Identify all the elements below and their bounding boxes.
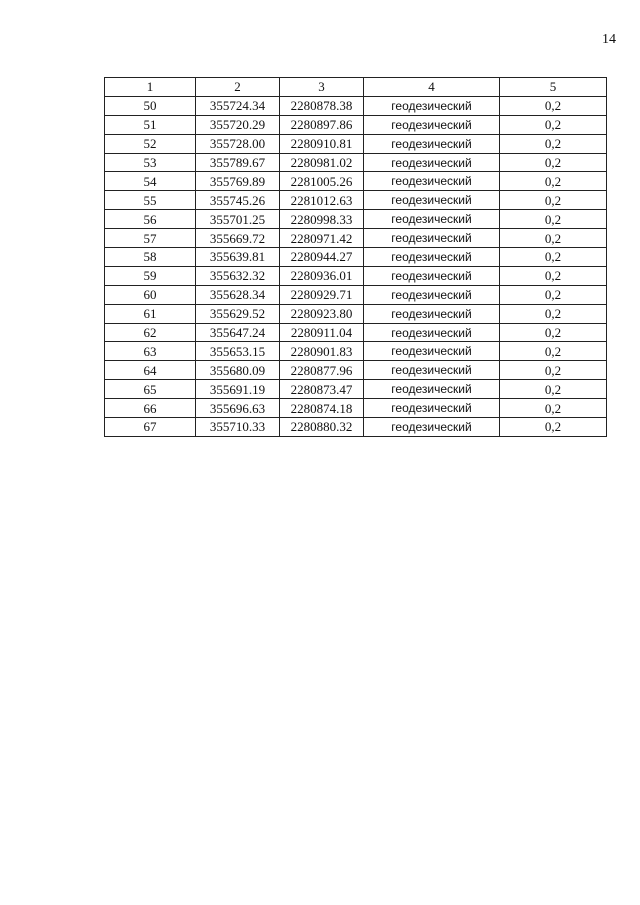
table-header-row — [105, 78, 607, 97]
point-number-cell: 50 — [105, 96, 196, 115]
point-number-cell: 51 — [105, 115, 196, 134]
y-coordinate-cell: 2281012.63 — [280, 191, 364, 210]
accuracy-cell: 0,2 — [500, 266, 607, 285]
header-cell-4: 4 — [364, 78, 500, 97]
x-coordinate-cell: 355728.00 — [196, 134, 280, 153]
x-coordinate-cell: 355789.67 — [196, 153, 280, 172]
x-coordinate-cell: 355669.72 — [196, 229, 280, 248]
table-row — [105, 229, 607, 248]
table-row — [105, 418, 607, 437]
y-coordinate-cell: 2280971.42 — [280, 229, 364, 248]
accuracy-cell: 0,2 — [500, 380, 607, 399]
accuracy-cell: 0,2 — [500, 115, 607, 134]
point-number-cell: 61 — [105, 304, 196, 323]
x-coordinate-cell: 355724.34 — [196, 96, 280, 115]
point-number-cell: 55 — [105, 191, 196, 210]
method-cell: геодезический — [364, 96, 500, 115]
x-coordinate-cell: 355769.89 — [196, 172, 280, 191]
point-number-cell: 57 — [105, 229, 196, 248]
header-cell-2: 2 — [196, 78, 280, 97]
method-cell: геодезический — [364, 115, 500, 134]
point-number-cell: 63 — [105, 342, 196, 361]
point-number-cell: 58 — [105, 248, 196, 267]
method-cell: геодезический — [364, 153, 500, 172]
x-coordinate-cell: 355653.15 — [196, 342, 280, 361]
y-coordinate-cell: 2280880.32 — [280, 418, 364, 437]
y-coordinate-cell: 2280897.86 — [280, 115, 364, 134]
accuracy-cell: 0,2 — [500, 285, 607, 304]
x-coordinate-cell: 355710.33 — [196, 418, 280, 437]
y-coordinate-cell: 2280929.71 — [280, 285, 364, 304]
table-row — [105, 361, 607, 380]
x-coordinate-cell: 355639.81 — [196, 248, 280, 267]
method-cell: геодезический — [364, 285, 500, 304]
table-row — [105, 248, 607, 267]
point-number-cell: 59 — [105, 266, 196, 285]
method-cell: геодезический — [364, 418, 500, 437]
x-coordinate-cell: 355720.29 — [196, 115, 280, 134]
y-coordinate-cell: 2280923.80 — [280, 304, 364, 323]
header-cell-3: 3 — [280, 78, 364, 97]
point-number-cell: 64 — [105, 361, 196, 380]
x-coordinate-cell: 355680.09 — [196, 361, 280, 380]
accuracy-cell: 0,2 — [500, 191, 607, 210]
method-cell: геодезический — [364, 172, 500, 191]
x-coordinate-cell: 355628.34 — [196, 285, 280, 304]
point-number-cell: 56 — [105, 210, 196, 229]
x-coordinate-cell: 355632.32 — [196, 266, 280, 285]
table-row — [105, 172, 607, 191]
table-row — [105, 210, 607, 229]
accuracy-cell: 0,2 — [500, 153, 607, 172]
method-cell: геодезический — [364, 342, 500, 361]
point-number-cell: 67 — [105, 418, 196, 437]
method-cell: геодезический — [364, 399, 500, 418]
y-coordinate-cell: 2280910.81 — [280, 134, 364, 153]
y-coordinate-cell: 2280936.01 — [280, 266, 364, 285]
accuracy-cell: 0,2 — [500, 248, 607, 267]
x-coordinate-cell: 355647.24 — [196, 323, 280, 342]
method-cell: геодезический — [364, 191, 500, 210]
accuracy-cell: 0,2 — [500, 172, 607, 191]
accuracy-cell: 0,2 — [500, 210, 607, 229]
y-coordinate-cell: 2280911.04 — [280, 323, 364, 342]
table-row — [105, 96, 607, 115]
y-coordinate-cell: 2280981.02 — [280, 153, 364, 172]
method-cell: геодезический — [364, 134, 500, 153]
x-coordinate-cell: 355701.25 — [196, 210, 280, 229]
y-coordinate-cell: 2280944.27 — [280, 248, 364, 267]
table-row — [105, 134, 607, 153]
point-number-cell: 53 — [105, 153, 196, 172]
y-coordinate-cell: 2280877.96 — [280, 361, 364, 380]
point-number-cell: 62 — [105, 323, 196, 342]
header-cell-1: 1 — [105, 78, 196, 97]
x-coordinate-cell: 355691.19 — [196, 380, 280, 399]
table-row — [105, 115, 607, 134]
y-coordinate-cell: 2280873.47 — [280, 380, 364, 399]
accuracy-cell: 0,2 — [500, 229, 607, 248]
method-cell: геодезический — [364, 266, 500, 285]
x-coordinate-cell: 355745.26 — [196, 191, 280, 210]
method-cell: геодезический — [364, 248, 500, 267]
method-cell: геодезический — [364, 304, 500, 323]
table-row — [105, 266, 607, 285]
y-coordinate-cell: 2280874.18 — [280, 399, 364, 418]
point-number-cell: 66 — [105, 399, 196, 418]
method-cell: геодезический — [364, 323, 500, 342]
y-coordinate-cell: 2281005.26 — [280, 172, 364, 191]
table-row — [105, 304, 607, 323]
accuracy-cell: 0,2 — [500, 134, 607, 153]
x-coordinate-cell: 355629.52 — [196, 304, 280, 323]
table-row — [105, 285, 607, 304]
table-row — [105, 191, 607, 210]
accuracy-cell: 0,2 — [500, 418, 607, 437]
accuracy-cell: 0,2 — [500, 323, 607, 342]
accuracy-cell: 0,2 — [500, 361, 607, 380]
accuracy-cell: 0,2 — [500, 399, 607, 418]
table-row — [105, 399, 607, 418]
table-row — [105, 153, 607, 172]
accuracy-cell: 0,2 — [500, 96, 607, 115]
point-number-cell: 65 — [105, 380, 196, 399]
table-row — [105, 323, 607, 342]
header-cell-5: 5 — [500, 78, 607, 97]
y-coordinate-cell: 2280998.33 — [280, 210, 364, 229]
point-number-cell: 54 — [105, 172, 196, 191]
table-row — [105, 380, 607, 399]
method-cell: геодезический — [364, 380, 500, 399]
y-coordinate-cell: 2280878.38 — [280, 96, 364, 115]
accuracy-cell: 0,2 — [500, 342, 607, 361]
x-coordinate-cell: 355696.63 — [196, 399, 280, 418]
point-number-cell: 60 — [105, 285, 196, 304]
y-coordinate-cell: 2280901.83 — [280, 342, 364, 361]
page-number: 14 — [602, 32, 616, 47]
method-cell: геодезический — [364, 361, 500, 380]
method-cell: геодезический — [364, 210, 500, 229]
coordinates-table — [104, 77, 607, 437]
method-cell: геодезический — [364, 229, 500, 248]
accuracy-cell: 0,2 — [500, 304, 607, 323]
table-row — [105, 342, 607, 361]
point-number-cell: 52 — [105, 134, 196, 153]
